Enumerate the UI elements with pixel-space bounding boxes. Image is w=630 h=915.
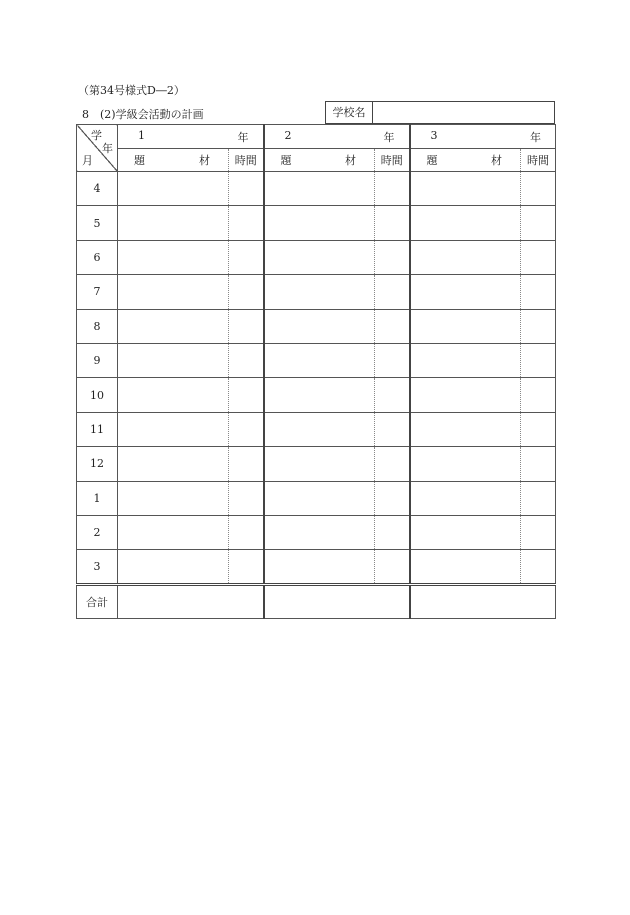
corner-tsuki: 月: [82, 154, 93, 167]
topic-header-b: 材: [199, 154, 210, 167]
time-cell-grade-2[interactable]: [375, 206, 410, 240]
month-row: [77, 206, 556, 240]
time-header: 時間: [521, 149, 556, 172]
topic-cell-grade-3[interactable]: [410, 481, 521, 515]
topic-cell-grade-2[interactable]: [264, 309, 375, 343]
school-name-label: 学校名: [326, 102, 373, 123]
month-label: 2: [77, 515, 118, 549]
total-cell-grade-2[interactable]: [264, 584, 410, 618]
month-row: [77, 275, 556, 309]
time-cell-grade-1[interactable]: [229, 515, 264, 549]
subheader-row: [77, 149, 556, 172]
topic-cell-grade-1[interactable]: [118, 481, 229, 515]
topic-cell-grade-2[interactable]: [264, 550, 375, 584]
time-cell-grade-3[interactable]: [521, 206, 556, 240]
topic-cell-grade-1[interactable]: [118, 550, 229, 584]
topic-cell-grade-1[interactable]: [118, 275, 229, 309]
month-row: [77, 412, 556, 446]
month-label: 12: [77, 447, 118, 481]
time-cell-grade-1[interactable]: [229, 412, 264, 446]
time-cell-grade-1[interactable]: [229, 275, 264, 309]
topic-header: [410, 149, 521, 172]
time-header: 時間: [229, 149, 264, 172]
time-cell-grade-3[interactable]: [521, 412, 556, 446]
topic-cell-grade-2[interactable]: [264, 481, 375, 515]
time-cell-grade-1[interactable]: [229, 309, 264, 343]
topic-cell-grade-1[interactable]: [118, 172, 229, 206]
topic-cell-grade-3[interactable]: [410, 515, 521, 549]
grade-2-header: [264, 125, 410, 149]
corner-gaku: 学: [91, 129, 102, 142]
time-cell-grade-3[interactable]: [521, 378, 556, 412]
topic-cell-grade-2[interactable]: [264, 240, 375, 274]
total-label: 合計: [77, 584, 118, 618]
corner-header-cell: [77, 125, 118, 172]
topic-cell-grade-3[interactable]: [410, 309, 521, 343]
month-label: 1: [77, 481, 118, 515]
form-code: （第34号様式D―2）: [78, 84, 185, 97]
topic-cell-grade-3[interactable]: [410, 172, 521, 206]
topic-cell-grade-3[interactable]: [410, 412, 521, 446]
topic-cell-grade-3[interactable]: [410, 550, 521, 584]
topic-cell-grade-2[interactable]: [264, 378, 375, 412]
topic-cell-grade-2[interactable]: [264, 412, 375, 446]
section-title: 8 (2)学級会活動の計画: [82, 108, 204, 121]
month-row: [77, 240, 556, 274]
time-cell-grade-2[interactable]: [375, 515, 410, 549]
topic-cell-grade-3[interactable]: [410, 275, 521, 309]
month-label: 4: [77, 172, 118, 206]
school-name-field[interactable]: [373, 102, 554, 123]
grade-1-unit: 年: [237, 130, 249, 144]
month-row: [77, 515, 556, 549]
month-label: 7: [77, 275, 118, 309]
topic-cell-grade-1[interactable]: [118, 447, 229, 481]
time-cell-grade-2[interactable]: [375, 550, 410, 584]
topic-cell-grade-3[interactable]: [410, 206, 521, 240]
grade-1-header: [118, 125, 264, 149]
month-label: 11: [77, 412, 118, 446]
total-cell-grade-3[interactable]: [410, 584, 556, 618]
topic-cell-grade-2[interactable]: [264, 515, 375, 549]
school-name-box: [325, 101, 555, 124]
topic-header-a: 題: [426, 154, 438, 167]
topic-cell-grade-1[interactable]: [118, 206, 229, 240]
time-cell-grade-2[interactable]: [375, 447, 410, 481]
grade-3-header: [410, 125, 556, 149]
time-cell-grade-2[interactable]: [375, 378, 410, 412]
grade-2-unit: 年: [383, 130, 395, 144]
time-cell-grade-2[interactable]: [375, 343, 410, 377]
time-cell-grade-1[interactable]: [229, 172, 264, 206]
month-label: 10: [77, 378, 118, 412]
month-label: 6: [77, 240, 118, 274]
time-cell-grade-3[interactable]: [521, 172, 556, 206]
month-row: [77, 309, 556, 343]
topic-cell-grade-3[interactable]: [410, 378, 521, 412]
total-row: [77, 584, 556, 618]
time-cell-grade-1[interactable]: [229, 550, 264, 584]
topic-header: [264, 149, 375, 172]
topic-cell-grade-2[interactable]: [264, 343, 375, 377]
time-cell-grade-3[interactable]: [521, 275, 556, 309]
month-row: [77, 343, 556, 377]
grade-3-number: 3: [430, 128, 438, 142]
time-cell-grade-2[interactable]: [375, 412, 410, 446]
month-label: 5: [77, 206, 118, 240]
topic-cell-grade-1[interactable]: [118, 240, 229, 274]
topic-cell-grade-1[interactable]: [118, 343, 229, 377]
topic-header-b: 材: [491, 154, 502, 167]
time-cell-grade-2[interactable]: [375, 240, 410, 274]
time-cell-grade-2[interactable]: [375, 172, 410, 206]
topic-header: [118, 149, 229, 172]
time-cell-grade-3[interactable]: [521, 481, 556, 515]
time-header: 時間: [375, 149, 410, 172]
time-cell-grade-3[interactable]: [521, 515, 556, 549]
grade-3-unit: 年: [530, 130, 541, 144]
time-cell-grade-3[interactable]: [521, 550, 556, 584]
month-row: [77, 481, 556, 515]
topic-cell-grade-3[interactable]: [410, 447, 521, 481]
month-label: 9: [77, 343, 118, 377]
time-cell-grade-1[interactable]: [229, 447, 264, 481]
topic-cell-grade-3[interactable]: [410, 240, 521, 274]
corner-nen: 年: [102, 142, 113, 155]
time-cell-grade-1[interactable]: [229, 378, 264, 412]
topic-cell-grade-1[interactable]: [118, 378, 229, 412]
time-cell-grade-3[interactable]: [521, 343, 556, 377]
grade-1-number: 1: [138, 128, 145, 142]
time-cell-grade-3[interactable]: [521, 240, 556, 274]
time-cell-grade-2[interactable]: [375, 309, 410, 343]
month-row: [77, 550, 556, 584]
time-cell-grade-1[interactable]: [229, 481, 264, 515]
time-cell-grade-3[interactable]: [521, 447, 556, 481]
month-label: 3: [77, 550, 118, 584]
time-cell-grade-1[interactable]: [229, 343, 264, 377]
month-row: [77, 378, 556, 412]
topic-cell-grade-1[interactable]: [118, 515, 229, 549]
topic-header-a: 題: [280, 154, 292, 167]
time-cell-grade-1[interactable]: [229, 206, 264, 240]
grade-2-number: 2: [284, 128, 292, 142]
topic-cell-grade-2[interactable]: [264, 275, 375, 309]
time-cell-grade-2[interactable]: [375, 275, 410, 309]
topic-header-a: 題: [134, 154, 145, 167]
topic-cell-grade-1[interactable]: [118, 412, 229, 446]
month-row: [77, 172, 556, 206]
topic-header-b: 材: [345, 154, 356, 167]
activity-plan-table: [76, 124, 556, 619]
topic-cell-grade-3[interactable]: [410, 343, 521, 377]
topic-cell-grade-2[interactable]: [264, 172, 375, 206]
time-cell-grade-1[interactable]: [229, 240, 264, 274]
topic-cell-grade-2[interactable]: [264, 447, 375, 481]
month-row: [77, 447, 556, 481]
time-cell-grade-3[interactable]: [521, 309, 556, 343]
topic-cell-grade-1[interactable]: [118, 309, 229, 343]
topic-cell-grade-2[interactable]: [264, 206, 375, 240]
total-cell-grade-1[interactable]: [118, 584, 264, 618]
time-cell-grade-2[interactable]: [375, 481, 410, 515]
month-label: 8: [77, 309, 118, 343]
grade-header-row: [77, 125, 556, 149]
